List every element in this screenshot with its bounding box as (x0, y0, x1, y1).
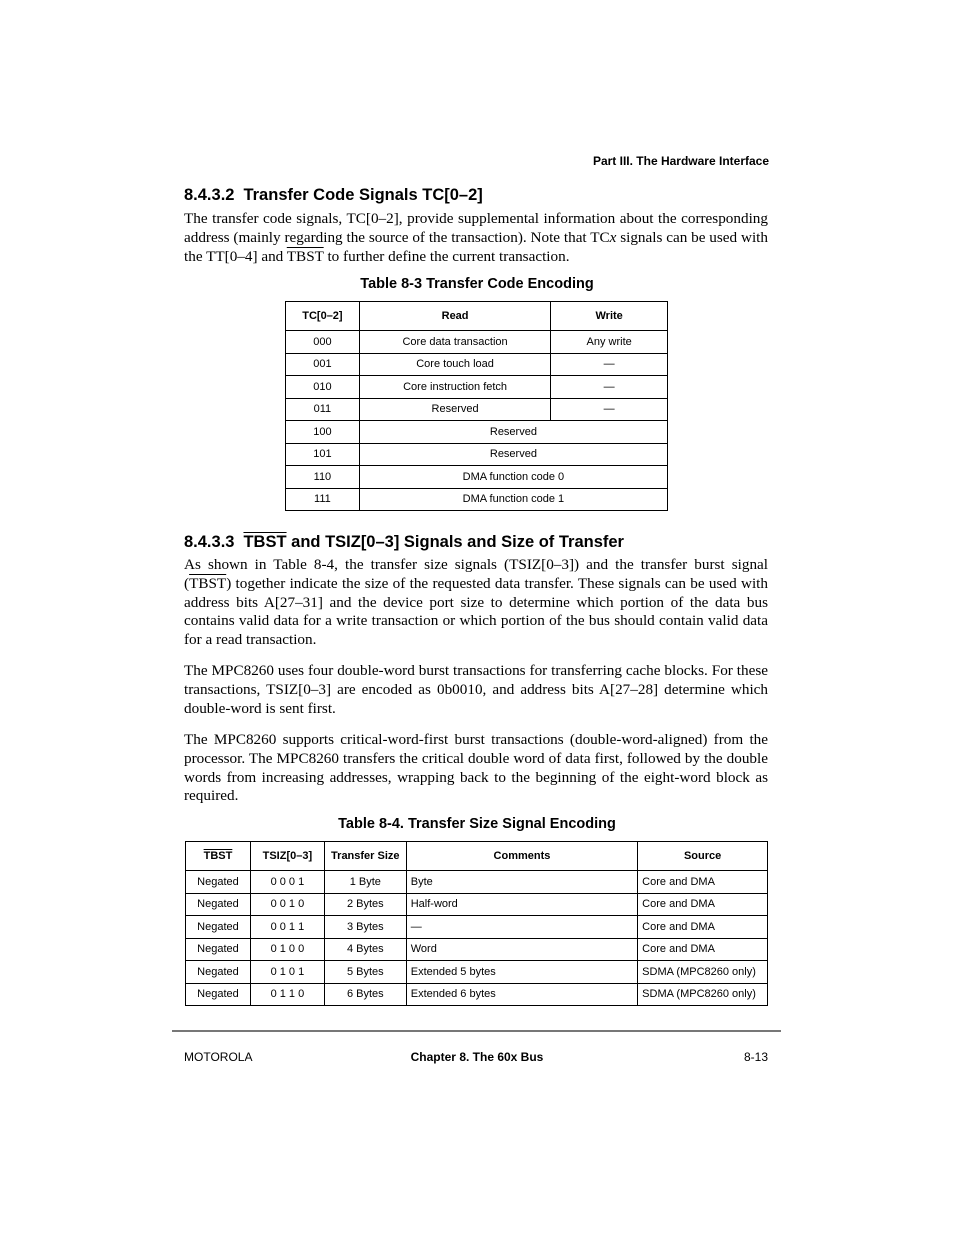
table-cell: 111 (286, 488, 360, 511)
table-cell: 0 0 1 0 (250, 893, 324, 916)
table-row (186, 938, 768, 961)
text-run: to further define the current transaction. (323, 247, 570, 265)
table-cell: Byte (406, 871, 637, 894)
table-cell: 011 (286, 398, 360, 421)
table-row (286, 421, 668, 444)
table-row (286, 488, 668, 511)
table-cell: 6 Bytes (324, 983, 406, 1006)
table-cell: Extended 5 bytes (406, 961, 637, 984)
table-cell: 010 (286, 376, 360, 399)
table-cell: Core and DMA (638, 871, 768, 894)
table-cell: Core instruction fetch (359, 376, 550, 399)
table-cell: 0 0 1 1 (250, 916, 324, 939)
table-cell: 0 1 0 0 (250, 938, 324, 961)
overbar-signal: TBST (189, 574, 227, 592)
table-cell: Negated (186, 961, 251, 984)
text-run: ) together indicate the size of the requested data transfer. These signals can be used with address bits A[27–31] and the device port size to determine which portion of the data bus contains valid data for a write transaction or which portion of the bus should contain valid data for a read transaction. (184, 574, 768, 649)
text-run: As shown in Table 8-4, the transfer size signals (TSIZ[0–3]) and the transfer burst signal ( (184, 556, 768, 592)
footer-page-number: 8-13 (743, 1050, 768, 1064)
table-row (286, 398, 668, 421)
table-cell: Negated (186, 983, 251, 1006)
column-header: TC[0–2] (286, 302, 360, 331)
table-cell: — (551, 376, 668, 399)
section-title-signal: TBST (243, 533, 287, 551)
section-paragraph (184, 210, 768, 266)
table-row (286, 376, 668, 399)
table-row (286, 331, 668, 354)
table-cell: Core data transaction (359, 331, 550, 354)
table-cell-merged: Reserved (359, 421, 667, 444)
transfer-size-table (185, 841, 768, 1006)
section-paragraph: The MPC8260 uses four double-word burst transactions for transferring cache blocks. For these transactions, TSIZ[0–3] are encoded as 0b0010, and address bits A[27–28] determine which double-word is sent first. (184, 662, 768, 717)
text-run: signals can be used with the TT[0–4] and (184, 228, 768, 265)
text-run: The transfer code signals, TC[0–2], provide supplemental information about the corresponding address (mainly regarding the source of the transaction). Note that TC (184, 210, 768, 246)
column-header: TBST (186, 842, 251, 871)
table-caption: Table 8-3 Transfer Code Encoding (360, 276, 594, 292)
column-header: Transfer Size (324, 842, 406, 871)
section-title: Transfer Code Signals TC[0–2] (243, 186, 483, 204)
table-cell: SDMA (MPC8260 only) (638, 983, 768, 1006)
table-row (286, 443, 668, 466)
table-cell: Core touch load (359, 353, 550, 376)
table-caption: Table 8-4. Transfer Size Signal Encoding (338, 816, 616, 832)
table-cell-merged: DMA function code 0 (359, 466, 667, 489)
table-header-row (286, 302, 668, 331)
table-cell-merged: Reserved (359, 443, 667, 466)
section-heading-8-4-3-3 (184, 533, 624, 552)
table-cell: Core and DMA (638, 938, 768, 961)
table-cell: Negated (186, 871, 251, 894)
table-row (286, 353, 668, 376)
column-header: Comments (406, 842, 637, 871)
table-row (186, 916, 768, 939)
column-header: TSIZ[0–3] (250, 842, 324, 871)
table-cell: 0 1 0 1 (250, 961, 324, 984)
overbar-signal: TBST (286, 247, 324, 265)
section-number: 8.4.3.3 (184, 533, 235, 551)
footer-divider (172, 1030, 781, 1032)
table-header-row (186, 842, 768, 871)
table-cell: 4 Bytes (324, 938, 406, 961)
table-cell: Negated (186, 893, 251, 916)
table-cell: 101 (286, 443, 360, 466)
table-row (186, 893, 768, 916)
column-header: Write (551, 302, 668, 331)
table-cell: Negated (186, 938, 251, 961)
table-cell: 3 Bytes (324, 916, 406, 939)
table-cell: Half-word (406, 893, 637, 916)
table-cell: 110 (286, 466, 360, 489)
table-cell: 001 (286, 353, 360, 376)
table-cell-merged: DMA function code 1 (359, 488, 667, 511)
table-row (286, 466, 668, 489)
table-cell: — (551, 353, 668, 376)
text-run-italic: x (609, 228, 617, 246)
table-cell: Core and DMA (638, 916, 768, 939)
table-cell: 0 0 0 1 (250, 871, 324, 894)
section-heading-8-4-3-2 (184, 186, 483, 205)
section-paragraph: The MPC8260 supports critical-word-first burst transactions (double-word-aligned) from the processor. The MPC8260 transfers the critical double word of data first, followed by the double words from increasing addresses, wrapping back to the beginning of the eight-word block as required. (184, 731, 768, 805)
table-cell: Negated (186, 916, 251, 939)
footer-chapter: Chapter 8. The 60x Bus (410, 1050, 544, 1064)
table-cell: 5 Bytes (324, 961, 406, 984)
table-cell: 000 (286, 331, 360, 354)
table-cell: Any write (551, 331, 668, 354)
table-cell: 100 (286, 421, 360, 444)
table-cell: 1 Byte (324, 871, 406, 894)
table-row (186, 983, 768, 1006)
table-cell: Word (406, 938, 637, 961)
table-row (186, 871, 768, 894)
table-cell: 2 Bytes (324, 893, 406, 916)
table-cell: Core and DMA (638, 893, 768, 916)
transfer-code-table (285, 301, 668, 511)
section-number: 8.4.3.2 (184, 186, 235, 204)
table-cell: Reserved (359, 398, 550, 421)
column-header: Read (359, 302, 550, 331)
table-cell: — (406, 916, 637, 939)
table-row (186, 961, 768, 984)
footer-publisher: MOTOROLA (184, 1050, 253, 1064)
section-title: and TSIZ[0–3] Signals and Size of Transfer (286, 533, 624, 551)
table-cell: SDMA (MPC8260 only) (638, 961, 768, 984)
table-cell: 0 1 1 0 (250, 983, 324, 1006)
running-header: Part III. The Hardware Interface (592, 154, 769, 168)
section-paragraph (184, 556, 768, 650)
table-cell: Extended 6 bytes (406, 983, 637, 1006)
table-cell: — (551, 398, 668, 421)
column-header: Source (638, 842, 768, 871)
